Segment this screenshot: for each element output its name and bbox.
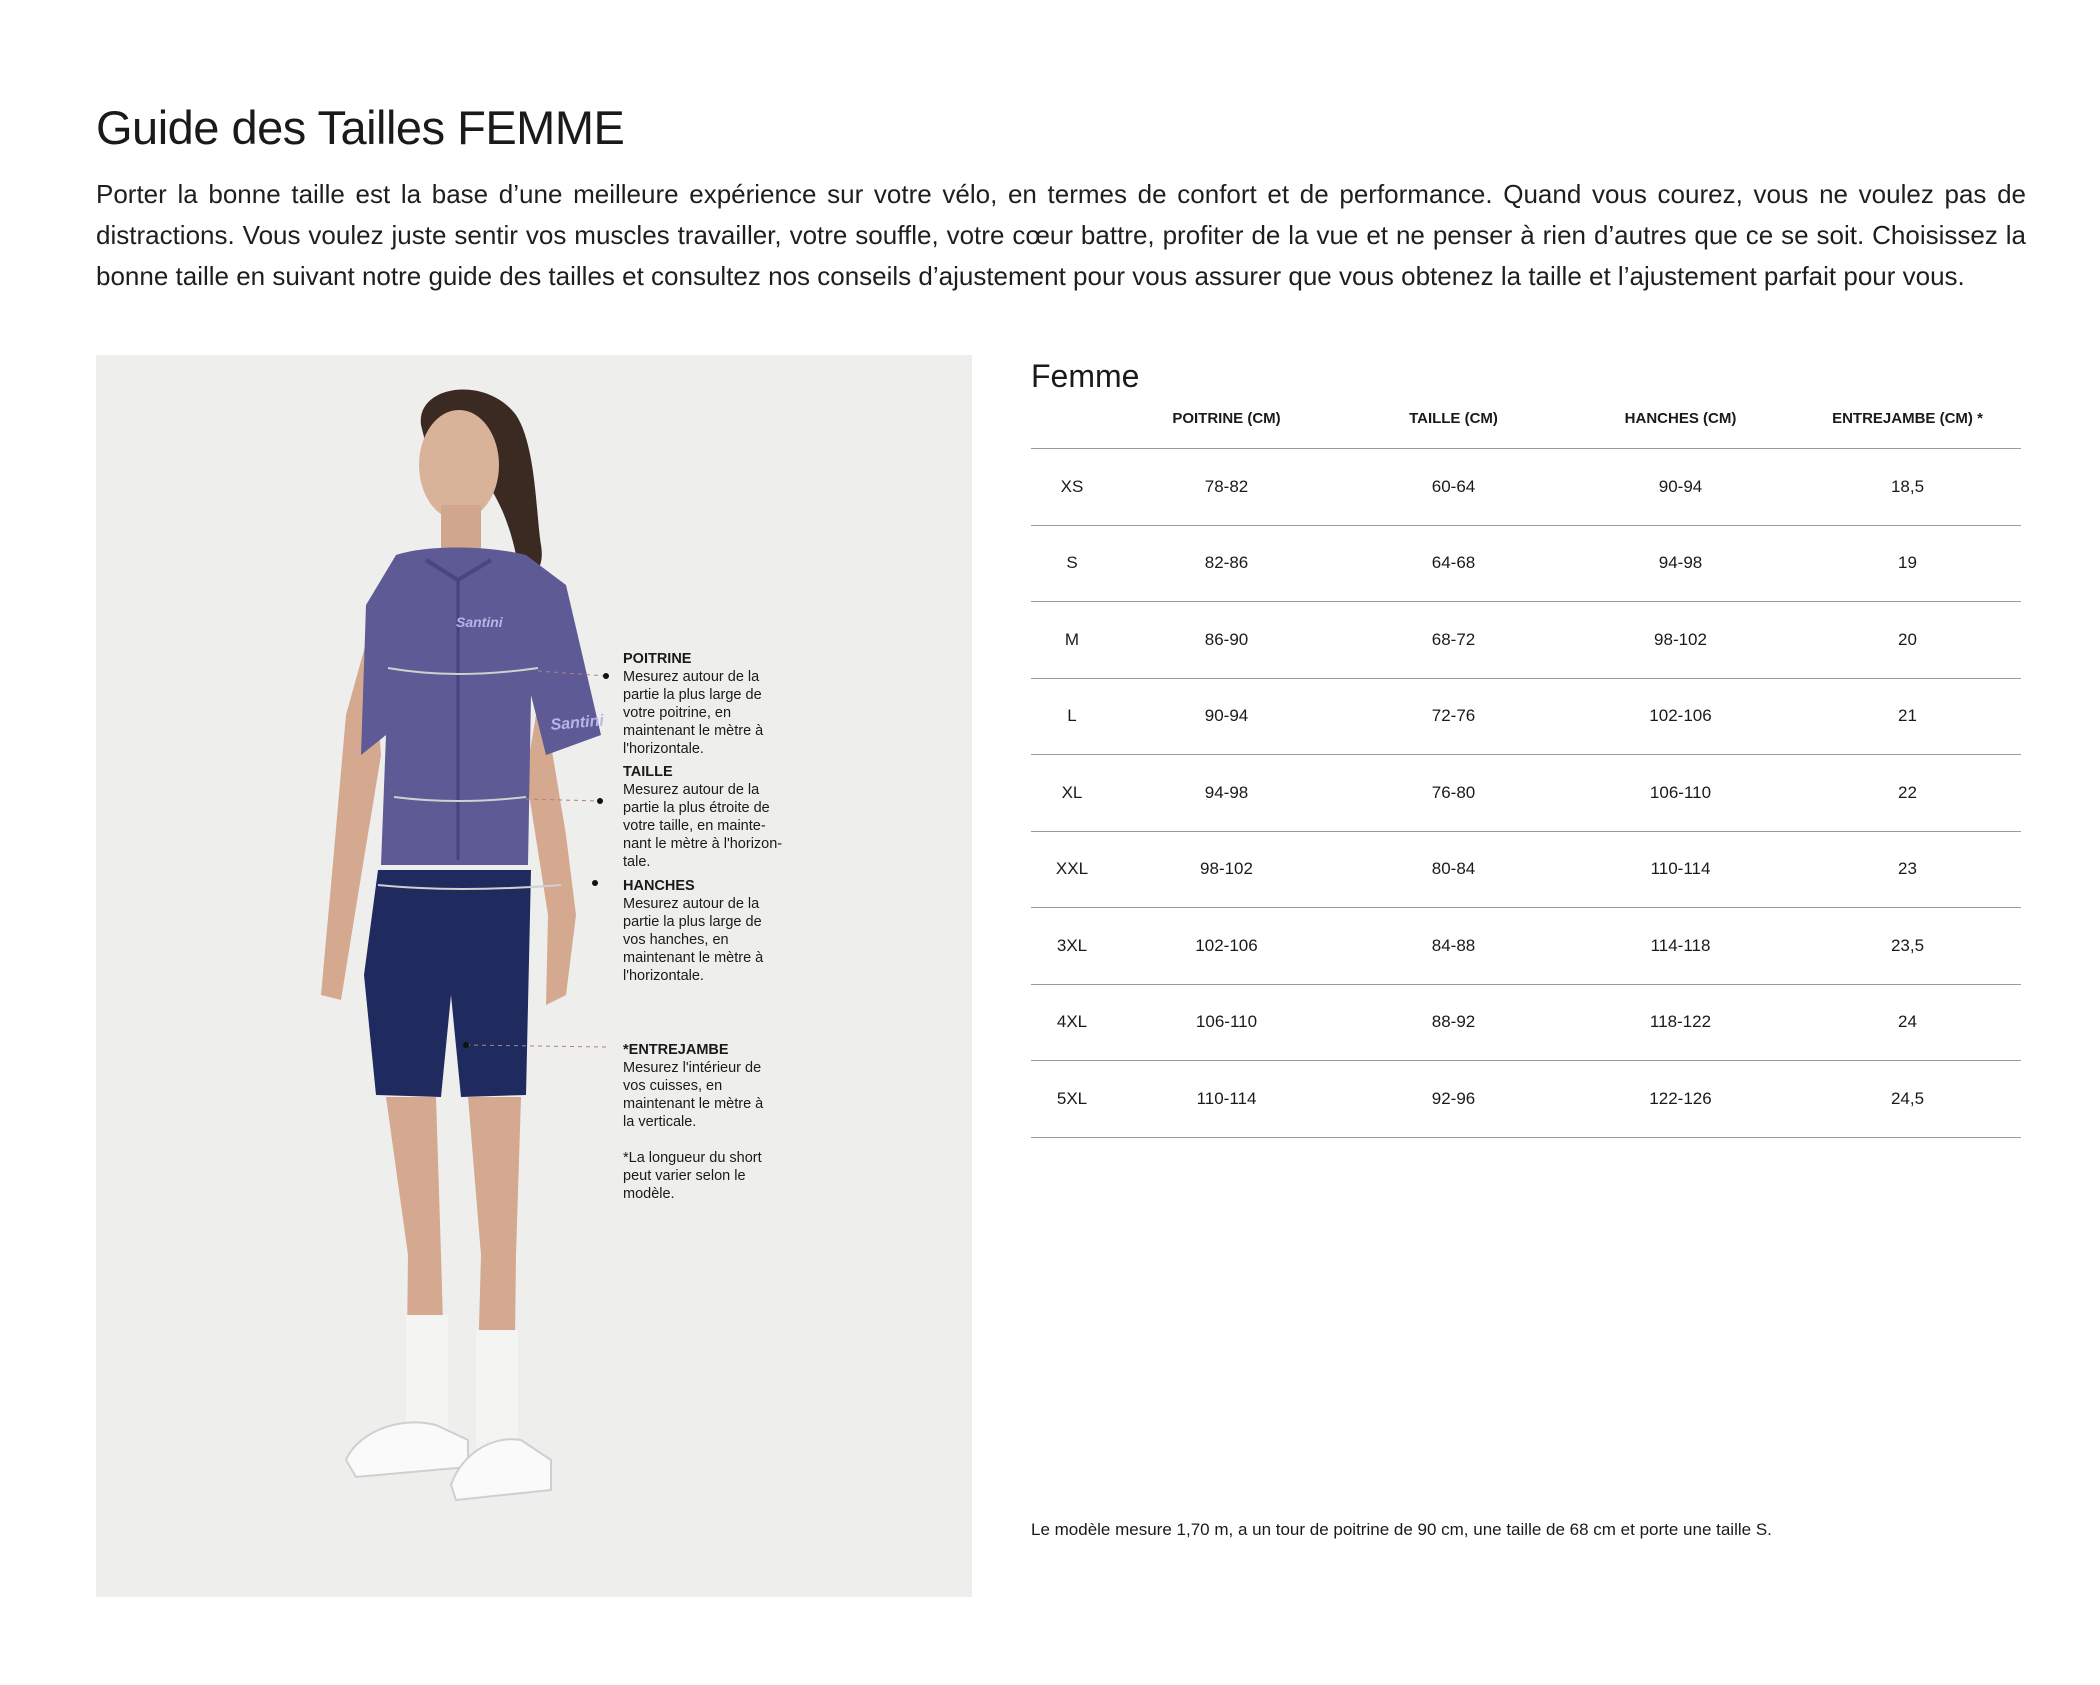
table-cell: 118-122 bbox=[1567, 984, 1794, 1061]
size-cell: XL bbox=[1031, 755, 1113, 832]
table-cell: 18,5 bbox=[1794, 449, 2021, 526]
table-header-row bbox=[1031, 388, 2021, 449]
table-cell: 106-110 bbox=[1567, 755, 1794, 832]
model-footnote: Le modèle mesure 1,70 m, a un tour de poitrine de 90 cm, une taille de 68 cm et porte une taille S. bbox=[1031, 1520, 1772, 1539]
table-cell: 23,5 bbox=[1794, 908, 2021, 985]
size-cell: 4XL bbox=[1031, 984, 1113, 1061]
annotation-taille: TAILLE Mesurez autour de la partie la plus étroite de votre taille, en mainte- nant le mètre à l'horizon- tale. bbox=[623, 764, 783, 870]
table-cell: 122-126 bbox=[1567, 1061, 1794, 1138]
table-cell: 98-102 bbox=[1567, 602, 1794, 679]
annotation-hanches: HANCHES Mesurez autour de la partie la plus large de vos hanches, en maintenant le mètre à l'horizontale. bbox=[623, 878, 764, 984]
header-hanches: HANCHES (CM) bbox=[1567, 388, 1794, 449]
jersey-logo: Santini bbox=[456, 614, 503, 630]
table-cell: 72-76 bbox=[1340, 678, 1567, 755]
table-cell: 84-88 bbox=[1340, 908, 1567, 985]
table-row bbox=[1031, 1061, 2021, 1138]
model-photo bbox=[96, 355, 972, 1597]
sleeve-logo: Santini bbox=[549, 712, 605, 734]
table-cell: 106-110 bbox=[1113, 984, 1340, 1061]
table-cell: 60-64 bbox=[1340, 449, 1567, 526]
table-cell: 22 bbox=[1794, 755, 2021, 832]
table-cell: 64-68 bbox=[1340, 525, 1567, 602]
size-cell: 5XL bbox=[1031, 1061, 1113, 1138]
table-row bbox=[1031, 678, 2021, 755]
table-cell: 20 bbox=[1794, 602, 2021, 679]
table-cell: 23 bbox=[1794, 831, 2021, 908]
header-size bbox=[1031, 388, 1113, 449]
table-cell: 102-106 bbox=[1567, 678, 1794, 755]
model-illustration bbox=[96, 355, 972, 1597]
table-cell: 19 bbox=[1794, 525, 2021, 602]
page-title: Guide des Tailles FEMME bbox=[96, 101, 625, 154]
header-entrejambe: ENTREJAMBE (CM) * bbox=[1794, 388, 2021, 449]
table-cell: 92-96 bbox=[1340, 1061, 1567, 1138]
size-table bbox=[1031, 388, 2021, 1138]
table-title: Femme bbox=[1031, 358, 1140, 394]
table-cell: 24 bbox=[1794, 984, 2021, 1061]
annotation-poitrine: POITRINE Mesurez autour de la partie la plus large de votre poitrine, en maintenant le mètre à l'horizontale. bbox=[623, 651, 764, 757]
table-cell: 102-106 bbox=[1113, 908, 1340, 985]
table-cell: 21 bbox=[1794, 678, 2021, 755]
table-cell: 76-80 bbox=[1340, 755, 1567, 832]
intro-paragraph: Porter la bonne taille est la base d’une meilleure expérience sur votre vélo, en termes de confort et de performance. Quand vous courez, vous ne voulez pas de distractions. Vous voulez juste sentir vos muscles travailler, votre souffle, votre cœur battre, profiter de la vue et ne penser à rien d’autres que ce se soit. Choisissez la bonne taille en suivant notre guide des tailles et consultez nos conseils d’ajustement pour vous assurer que vous obtenez la taille et l’ajustement parfait pour vous. bbox=[96, 179, 2026, 291]
size-cell: M bbox=[1031, 602, 1113, 679]
table-row bbox=[1031, 755, 2021, 832]
table-row bbox=[1031, 908, 2021, 985]
table-cell: 82-86 bbox=[1113, 525, 1340, 602]
table-cell: 90-94 bbox=[1113, 678, 1340, 755]
table-row bbox=[1031, 984, 2021, 1061]
table-cell: 78-82 bbox=[1113, 449, 1340, 526]
header-poitrine: POITRINE (CM) bbox=[1113, 388, 1340, 449]
table-cell: 68-72 bbox=[1340, 602, 1567, 679]
table-row bbox=[1031, 831, 2021, 908]
table-cell: 110-114 bbox=[1113, 1061, 1340, 1138]
header-taille: TAILLE (CM) bbox=[1340, 388, 1567, 449]
table-cell: 114-118 bbox=[1567, 908, 1794, 985]
table-cell: 24,5 bbox=[1794, 1061, 2021, 1138]
annotation-entrejambe: *ENTREJAMBE Mesurez l'intérieur de vos cuisses, en maintenant le mètre à la verticale. bbox=[623, 1042, 764, 1130]
size-cell: XXL bbox=[1031, 831, 1113, 908]
size-cell: L bbox=[1031, 678, 1113, 755]
size-cell: 3XL bbox=[1031, 908, 1113, 985]
table-cell: 80-84 bbox=[1340, 831, 1567, 908]
size-cell: S bbox=[1031, 525, 1113, 602]
table-cell: 98-102 bbox=[1113, 831, 1340, 908]
table-cell: 86-90 bbox=[1113, 602, 1340, 679]
shorts-length-note: *La longueur du short peut varier selon le modèle. bbox=[623, 1150, 762, 1202]
size-cell: XS bbox=[1031, 449, 1113, 526]
table-row bbox=[1031, 602, 2021, 679]
table-cell: 94-98 bbox=[1113, 755, 1340, 832]
table-row bbox=[1031, 449, 2021, 526]
table-cell: 94-98 bbox=[1567, 525, 1794, 602]
table-row bbox=[1031, 525, 2021, 602]
table-cell: 110-114 bbox=[1567, 831, 1794, 908]
table-cell: 90-94 bbox=[1567, 449, 1794, 526]
table-cell: 88-92 bbox=[1340, 984, 1567, 1061]
